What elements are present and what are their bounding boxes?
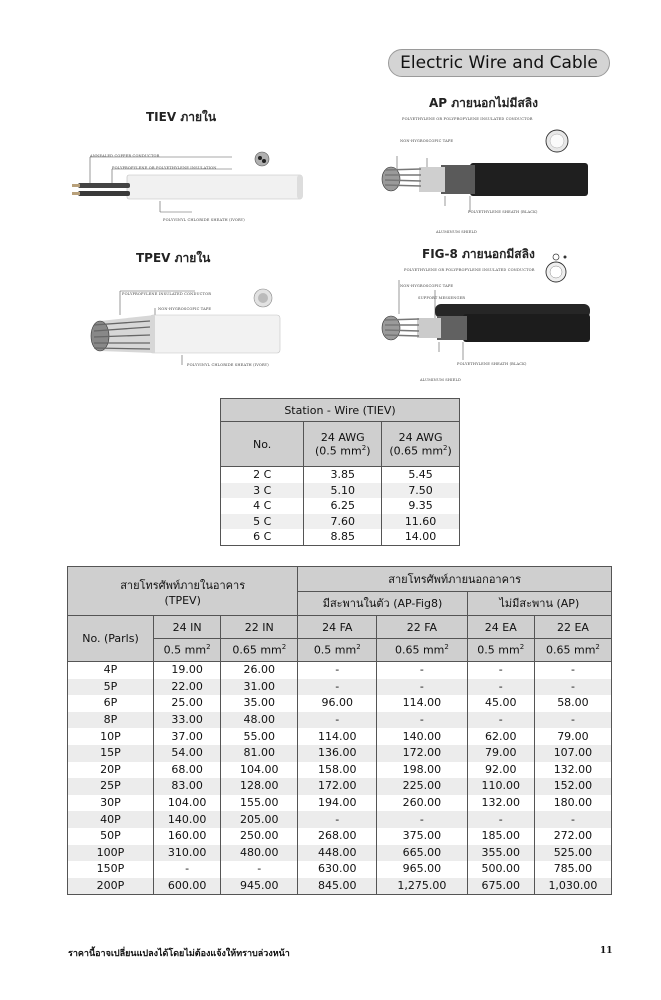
tpev-label-conductor: POLYPROPYLENE INSULATED CONDUCTOR (122, 292, 212, 296)
cell-price: 260.00 (377, 795, 467, 812)
cell-price: 268.00 (298, 828, 377, 845)
cell-price: 128.00 (221, 778, 298, 795)
cell-pair-count: 8P (68, 712, 154, 729)
cell-price: 160.00 (154, 828, 221, 845)
cell-price: 55.00 (221, 728, 298, 745)
station-row (221, 514, 460, 530)
station-cell-price: 8.85 (304, 529, 382, 545)
cell-price: 845.00 (298, 878, 377, 895)
cell-price: 136.00 (298, 745, 377, 762)
cell-price: 37.00 (154, 728, 221, 745)
table-row (68, 828, 612, 845)
cell-price: - (154, 861, 221, 878)
cell-price: 92.00 (467, 762, 534, 779)
cell-price: 25.00 (154, 695, 221, 712)
cell-price: - (298, 811, 377, 828)
table-row (68, 679, 612, 696)
ap-label-tape: NON-HYGROSCOPIC TAPE (400, 139, 454, 143)
cell-price: 140.00 (377, 728, 467, 745)
cell-price: 1,030.00 (534, 878, 611, 895)
cell-price: - (534, 662, 611, 679)
cell-price: 132.00 (534, 762, 611, 779)
col-code-header: 22 EA (534, 616, 611, 639)
table-row (68, 728, 612, 745)
cell-price: 194.00 (298, 795, 377, 812)
station-cell-price: 7.60 (304, 514, 382, 530)
cell-price: 945.00 (221, 878, 298, 895)
station-cell-price: 5.10 (304, 483, 382, 499)
table-row (68, 811, 612, 828)
tiev-caption: TIEV ภายใน (146, 110, 217, 124)
subgroup-ap-header: ไม่มีสะพาน (AP) (467, 591, 611, 616)
cell-price: 448.00 (298, 845, 377, 862)
cell-price: - (467, 712, 534, 729)
cell-price: 62.00 (467, 728, 534, 745)
cell-price: 965.00 (377, 861, 467, 878)
cell-price: 600.00 (154, 878, 221, 895)
col-size-header: 0.5 $mm^2$ (467, 639, 534, 662)
cell-price: 110.00 (467, 778, 534, 795)
cell-price: 152.00 (534, 778, 611, 795)
cell-price: 31.00 (221, 679, 298, 696)
cell-price: 665.00 (377, 845, 467, 862)
price-table (67, 566, 612, 895)
tpev-label-sheath: POLYVINYL CHLORIDE SHEATH (IVORY) (187, 363, 269, 367)
cell-pair-count: 30P (68, 795, 154, 812)
tpev-label-tape: NON-HYGROSCOPIC TAPE (158, 307, 212, 311)
cell-price: - (467, 679, 534, 696)
cell-price: 68.00 (154, 762, 221, 779)
cell-price: - (534, 811, 611, 828)
group-outdoor-header: สายโทรศัพท์ภายนอกอาคาร (298, 567, 612, 592)
col-size-header: 0.5 $mm^2$ (154, 639, 221, 662)
tiev-cable-image (72, 140, 312, 220)
cell-price: 58.00 (534, 695, 611, 712)
table-row (68, 778, 612, 795)
cell-price: 205.00 (221, 811, 298, 828)
cell-pair-count: 20P (68, 762, 154, 779)
ap-label-sheath: POLYETHYLENE SHEATH (BLACK) (468, 210, 538, 214)
cell-pair-count: 5P (68, 679, 154, 696)
col-size-header: 0.5 $mm^2$ (298, 639, 377, 662)
cell-price: 81.00 (221, 745, 298, 762)
station-cell-no: 2 C (221, 467, 304, 483)
group-indoor-title: สายโทรศัพท์ภายในอาคาร (120, 578, 246, 592)
table-row (68, 845, 612, 862)
cell-price: 33.00 (154, 712, 221, 729)
fig8-label-shield: ALUMINUM SHIELD (420, 378, 462, 382)
footer-note: ราคานี้อาจเปลี่ยนแปลงได้โดยไม่ต้องแจ้งให้ทราบล่วงหน้า (68, 949, 290, 959)
cell-price: 355.00 (467, 845, 534, 862)
ap-caption: AP ภายนอกไม่มีสลิง (429, 96, 539, 110)
station-row (221, 498, 460, 514)
cell-price: 26.00 (221, 662, 298, 679)
station-cell-no: 5 C (221, 514, 304, 530)
cell-price: - (534, 679, 611, 696)
fig8-label-conductor: POLYETHYLENE OR POLYPROPYLENE INSULATED CONDUCTOR (404, 268, 535, 272)
cell-pair-count: 100P (68, 845, 154, 862)
col-code-header: 22 IN (221, 616, 298, 639)
cell-price: 198.00 (377, 762, 467, 779)
cell-price: 104.00 (154, 795, 221, 812)
fig8-label-messenger: SUPPORT MESSENGER (418, 296, 466, 300)
station-row (221, 467, 460, 483)
cell-price: 83.00 (154, 778, 221, 795)
station-col-065-size: (0.65 $mm^2$) (389, 443, 452, 458)
station-col-05-size: (0.5 $mm^2$) (315, 443, 371, 458)
cell-price: 104.00 (221, 762, 298, 779)
tiev-label-conductor: ANNEALED COPPER CONDUCTOR (90, 154, 160, 158)
table-row (68, 878, 612, 895)
cell-price: - (221, 861, 298, 878)
cell-price: - (298, 712, 377, 729)
cell-price: 185.00 (467, 828, 534, 845)
cell-pair-count: 40P (68, 811, 154, 828)
cell-price: 54.00 (154, 745, 221, 762)
cell-price: - (377, 811, 467, 828)
station-cell-no: 3 C (221, 483, 304, 499)
cell-price: 140.00 (154, 811, 221, 828)
cell-price: 79.00 (467, 745, 534, 762)
cell-price: 675.00 (467, 878, 534, 895)
table-row (68, 662, 612, 679)
cell-price: - (298, 679, 377, 696)
station-row (221, 483, 460, 499)
cell-price: - (298, 662, 377, 679)
fig8-cable-image (375, 250, 600, 360)
cell-price: - (377, 662, 467, 679)
fig8-label-tape: NON-HYGROSCOPIC TAPE (400, 284, 454, 288)
cell-price: 500.00 (467, 861, 534, 878)
col-size-header: 0.65 $mm^2$ (377, 639, 467, 662)
group-indoor-header (68, 567, 298, 616)
cell-pair-count: 10P (68, 728, 154, 745)
station-cell-no: 4 C (221, 498, 304, 514)
table-row (68, 762, 612, 779)
cell-price: - (377, 712, 467, 729)
table-row (68, 795, 612, 812)
cell-pair-count: 25P (68, 778, 154, 795)
cell-price: - (467, 811, 534, 828)
fig8-label-sheath: POLYETHYLENE SHEATH (BLACK) (457, 362, 527, 366)
cell-price: 480.00 (221, 845, 298, 862)
cell-pair-count: 150P (68, 861, 154, 878)
cell-price: 1,275.00 (377, 878, 467, 895)
cell-pair-count: 50P (68, 828, 154, 845)
cell-price: 45.00 (467, 695, 534, 712)
cell-pair-count: 6P (68, 695, 154, 712)
ap-cable-image (375, 120, 600, 230)
cell-price: 250.00 (221, 828, 298, 845)
cell-price: 172.00 (377, 745, 467, 762)
cell-price: 158.00 (298, 762, 377, 779)
tpev-cable-image (80, 285, 290, 375)
cell-price: 172.00 (298, 778, 377, 795)
cell-price: 79.00 (534, 728, 611, 745)
station-wire-table (220, 398, 460, 546)
cell-price: 375.00 (377, 828, 467, 845)
station-cell-price: 11.60 (382, 514, 460, 530)
station-cell-price: 5.45 (382, 467, 460, 483)
cell-price: 630.00 (298, 861, 377, 878)
cell-price: 180.00 (534, 795, 611, 812)
subgroup-fig8-header: มีสะพานในตัว (AP-Fig8) (298, 591, 467, 616)
station-col-065-awg: 24 AWG (398, 430, 443, 444)
cell-price: 48.00 (221, 712, 298, 729)
col-size-header: 0.65 $mm^2$ (221, 639, 298, 662)
cell-price: 107.00 (534, 745, 611, 762)
tiev-label-sheath: POLYVINYL CHLORIDE SHEATH (IVORY) (163, 218, 245, 222)
cell-pair-count: 4P (68, 662, 154, 679)
station-col-no: No. (221, 422, 304, 467)
station-cell-price: 6.25 (304, 498, 382, 514)
station-row (221, 529, 460, 545)
ap-label-shield: ALUMINUM SHIELD (436, 230, 478, 234)
cell-price: 310.00 (154, 845, 221, 862)
station-col-05-awg: 24 AWG (320, 430, 365, 444)
cell-price: 272.00 (534, 828, 611, 845)
table-row (68, 695, 612, 712)
station-table-title: Station - Wire (TIEV) (221, 399, 460, 422)
tiev-label-insulation: POLYPROPYLENE OR POLYETHYLENE INSULATION (112, 166, 217, 170)
ap-label-conductor: POLYETHYLENE OR POLYPROPYLENE INSULATED CONDUCTOR (402, 117, 533, 121)
col-code-header: 24 IN (154, 616, 221, 639)
table-row (68, 745, 612, 762)
col-code-header: 24 FA (298, 616, 377, 639)
station-cell-price: 3.85 (304, 467, 382, 483)
cell-price: 19.00 (154, 662, 221, 679)
page-number: 11 (600, 946, 613, 956)
table-row (68, 861, 612, 878)
cell-pair-count: 200P (68, 878, 154, 895)
cell-price: - (467, 662, 534, 679)
station-col-05 (304, 422, 382, 467)
cell-price: 525.00 (534, 845, 611, 862)
section-title: Electric Wire and Cable (388, 49, 610, 77)
cell-price: 132.00 (467, 795, 534, 812)
group-indoor-subtitle: (TPEV) (164, 593, 201, 607)
cell-price: - (377, 679, 467, 696)
station-cell-price: 9.35 (382, 498, 460, 514)
station-cell-price: 7.50 (382, 483, 460, 499)
col-code-header: 22 FA (377, 616, 467, 639)
station-cell-no: 6 C (221, 529, 304, 545)
station-cell-price: 14.00 (382, 529, 460, 545)
cell-price: 35.00 (221, 695, 298, 712)
cell-price: 114.00 (298, 728, 377, 745)
col-code-header: 24 EA (467, 616, 534, 639)
cell-price: 155.00 (221, 795, 298, 812)
cell-price: - (534, 712, 611, 729)
col-no-parls: No. (Parls) (68, 616, 154, 662)
fig8-caption: FIG-8 ภายนอกมีสลิง (422, 247, 535, 261)
cell-price: 225.00 (377, 778, 467, 795)
table-row (68, 712, 612, 729)
tpev-caption: TPEV ภายใน (136, 251, 211, 265)
cell-price: 114.00 (377, 695, 467, 712)
col-size-header: 0.65 $mm^2$ (534, 639, 611, 662)
cell-price: 785.00 (534, 861, 611, 878)
cell-pair-count: 15P (68, 745, 154, 762)
cell-price: 22.00 (154, 679, 221, 696)
cell-price: 96.00 (298, 695, 377, 712)
station-col-065 (382, 422, 460, 467)
